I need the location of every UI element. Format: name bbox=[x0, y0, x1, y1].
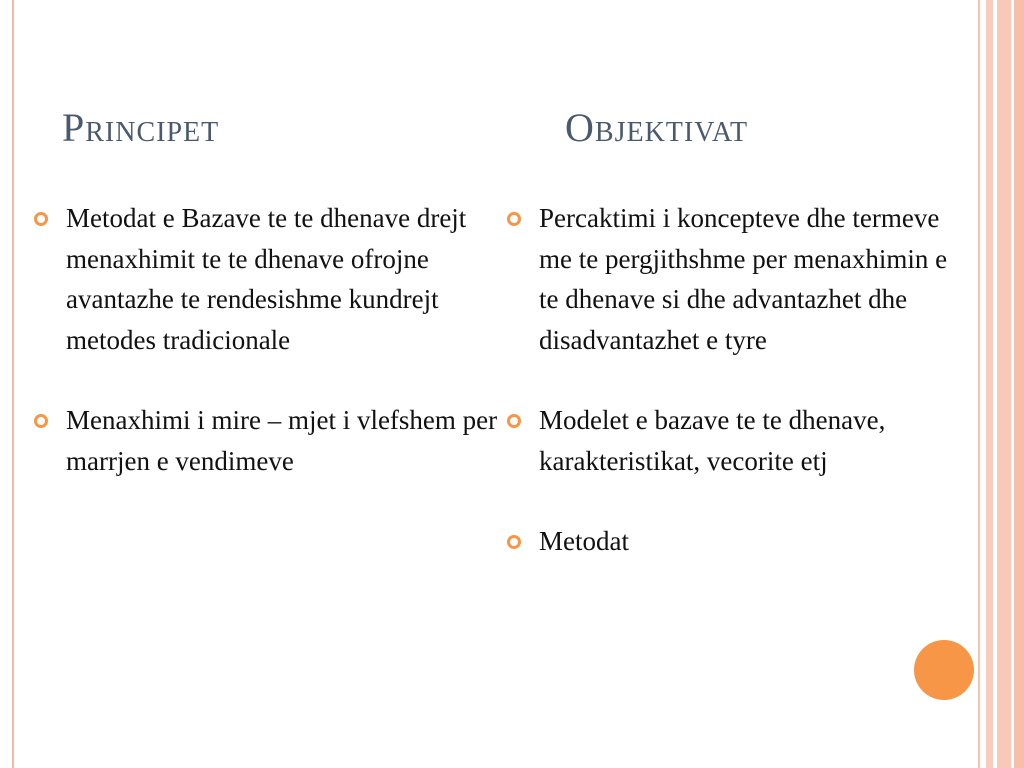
bullet-circle-icon bbox=[507, 535, 521, 549]
bullet-item bbox=[30, 400, 500, 481]
right-stripe bbox=[986, 0, 993, 768]
title-principet: Principet bbox=[62, 105, 220, 150]
bullet-text: Metodat bbox=[539, 526, 629, 556]
bullet-circle-icon bbox=[34, 212, 48, 226]
right-column bbox=[503, 198, 973, 602]
right-stripe bbox=[997, 0, 1011, 768]
bullet-item bbox=[30, 198, 500, 360]
bullet-text: Percaktimi i koncepteve dhe termeve me te pergjithshme per menaxhimin e te dhenave si dhe advantazhet dhe disadvantazhet e tyre bbox=[539, 203, 948, 355]
left-border-line bbox=[12, 0, 14, 768]
bullet-text: Menaxhimi i mire – mjet i vlefshem per marrjen e vendimeve bbox=[66, 405, 498, 476]
bullet-item bbox=[503, 198, 973, 360]
bullet-circle-icon bbox=[34, 414, 48, 428]
left-column bbox=[30, 198, 500, 521]
decorative-orange-circle bbox=[914, 640, 974, 700]
bullet-item bbox=[503, 521, 973, 562]
bullet-circle-icon bbox=[507, 414, 521, 428]
bullet-text: Metodat e Bazave te te dhenave drejt menaxhimit te te dhenave ofrojne avantazhe te rendesishme kundrejt metodes tradicionale bbox=[66, 203, 467, 355]
right-stripe bbox=[1014, 0, 1024, 768]
bullet-item bbox=[503, 400, 973, 481]
right-stripe bbox=[978, 0, 980, 768]
bullet-circle-icon bbox=[507, 212, 521, 226]
title-objektivat: Objektivat bbox=[565, 105, 749, 150]
bullet-text: Modelet e bazave te te dhenave, karakteristikat, vecorite etj bbox=[539, 405, 886, 476]
